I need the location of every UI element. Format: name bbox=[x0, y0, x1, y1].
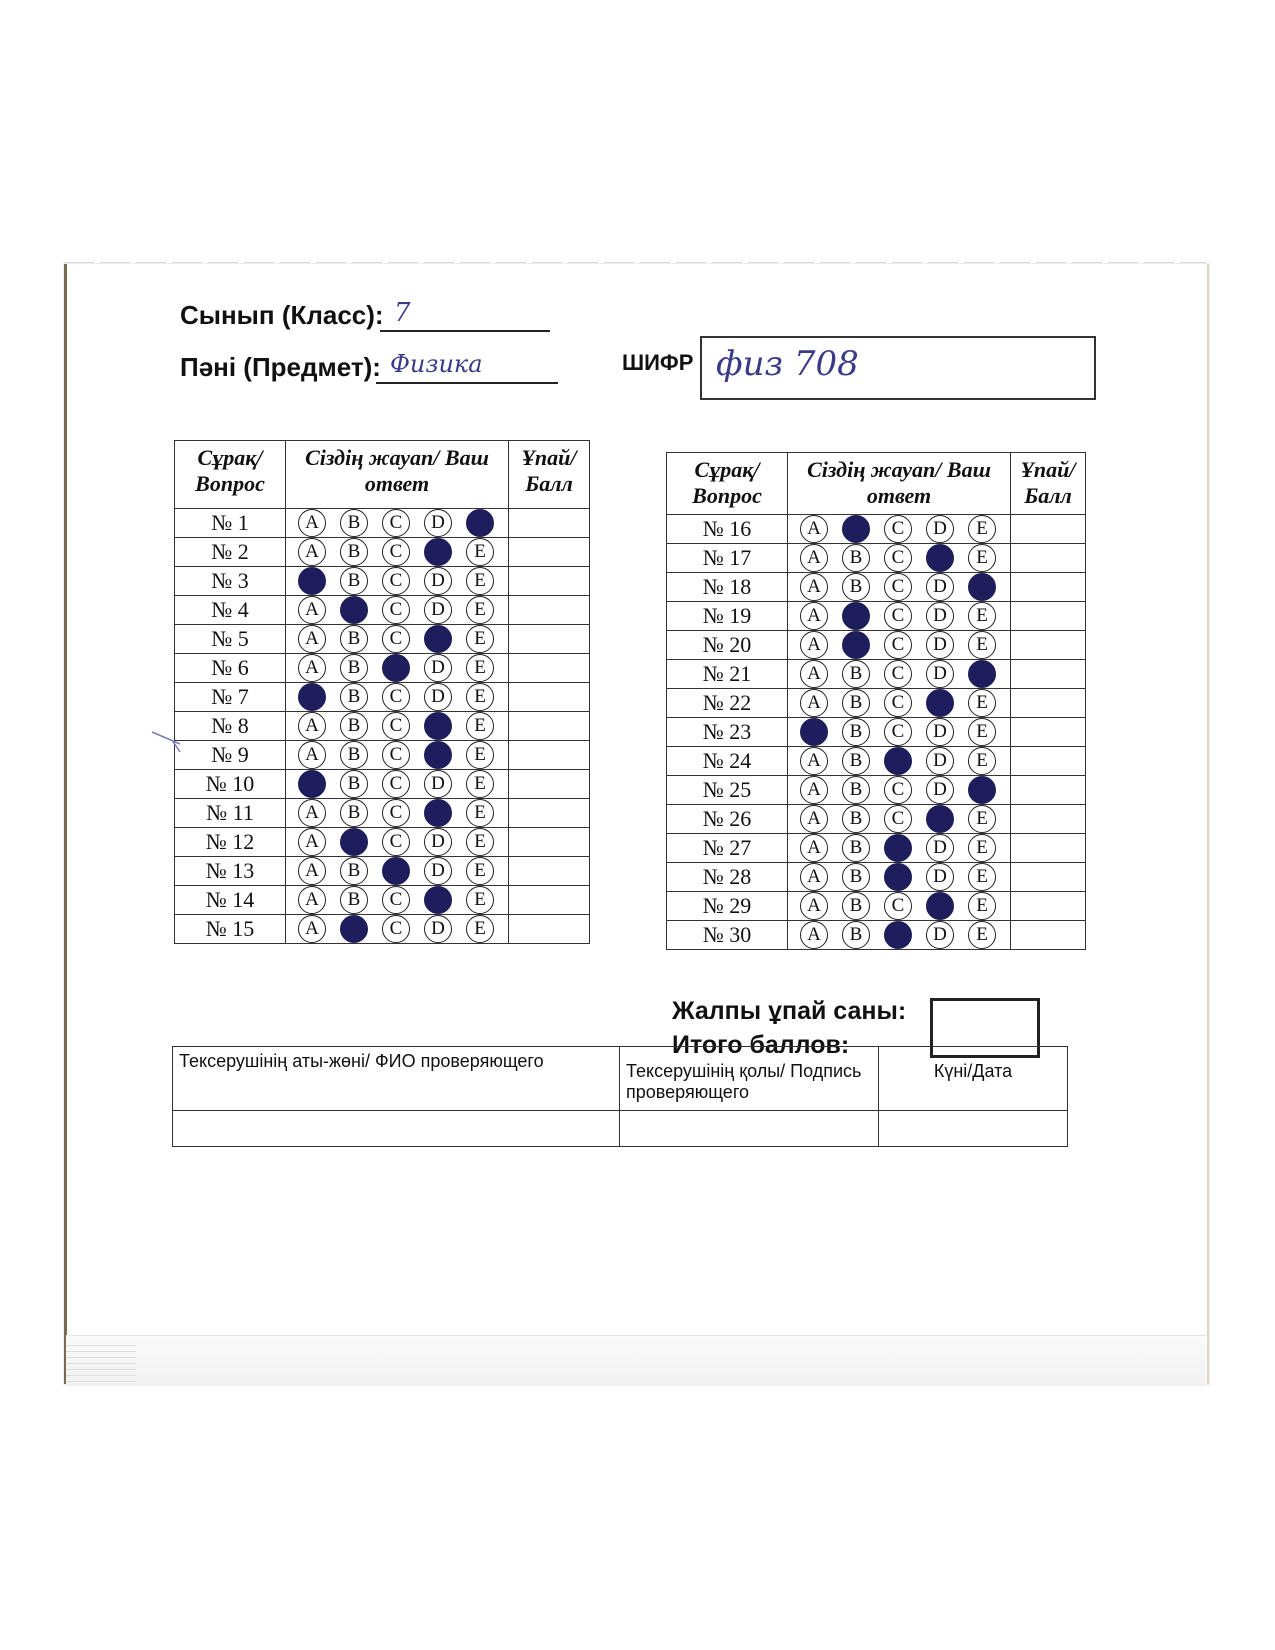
question-row bbox=[667, 544, 1086, 573]
option-bubble-d[interactable]: D bbox=[926, 834, 954, 862]
answer-bubbles bbox=[286, 915, 509, 944]
score-cell[interactable] bbox=[509, 654, 590, 683]
score-cell[interactable] bbox=[1011, 805, 1086, 834]
option-bubble-b[interactable]: B bbox=[842, 834, 870, 862]
reviewer-table bbox=[172, 1046, 1068, 1147]
reviewer-name-field[interactable] bbox=[173, 1111, 620, 1147]
option-bubble-a[interactable]: A bbox=[800, 776, 828, 804]
option-bubble-b[interactable]: B bbox=[842, 805, 870, 833]
score-cell[interactable] bbox=[509, 770, 590, 799]
subject-underline bbox=[376, 382, 558, 384]
question-row bbox=[667, 747, 1086, 776]
answer-bubbles bbox=[286, 509, 509, 538]
option-bubble-d[interactable]: D bbox=[424, 683, 452, 711]
date-field[interactable] bbox=[879, 1111, 1068, 1147]
score-cell[interactable] bbox=[1011, 863, 1086, 892]
option-bubble-e[interactable]: E bbox=[466, 683, 494, 711]
score-cell[interactable] bbox=[1011, 776, 1086, 805]
question-number: № 11 bbox=[175, 799, 286, 828]
question-number: № 29 bbox=[667, 892, 788, 921]
answer-bubbles bbox=[788, 776, 1011, 805]
option-bubble-e[interactable] bbox=[968, 776, 996, 804]
answer-bubbles bbox=[788, 573, 1011, 602]
score-cell[interactable] bbox=[1011, 602, 1086, 631]
option-bubble-d[interactable]: D bbox=[926, 747, 954, 775]
cipher-value: физ 708 bbox=[716, 344, 859, 384]
question-row bbox=[175, 683, 590, 712]
question-number: № 10 bbox=[175, 770, 286, 799]
question-row bbox=[175, 509, 590, 538]
score-cell[interactable] bbox=[1011, 660, 1086, 689]
option-bubble-b[interactable]: B bbox=[340, 741, 368, 769]
question-row bbox=[175, 770, 590, 799]
score-cell[interactable] bbox=[1011, 544, 1086, 573]
option-bubble-b[interactable]: B bbox=[842, 892, 870, 920]
option-bubble-d[interactable]: D bbox=[926, 631, 954, 659]
subject-value[interactable]: Физика bbox=[390, 350, 483, 378]
option-bubble-e[interactable]: E bbox=[466, 538, 494, 566]
option-bubble-c[interactable]: C bbox=[382, 625, 410, 653]
option-bubble-e[interactable]: E bbox=[466, 741, 494, 769]
option-bubble-e[interactable]: E bbox=[466, 712, 494, 740]
question-row bbox=[175, 828, 590, 857]
option-bubble-a[interactable]: A bbox=[298, 857, 326, 885]
option-bubble-d[interactable] bbox=[424, 712, 452, 740]
option-bubble-b[interactable]: B bbox=[842, 747, 870, 775]
answer-bubbles bbox=[788, 515, 1011, 544]
option-bubble-d[interactable]: D bbox=[926, 515, 954, 543]
answer-header: Сіздің жауап/ Ваш ответ bbox=[788, 453, 1011, 515]
option-bubble-a[interactable]: A bbox=[298, 828, 326, 856]
answer-bubbles bbox=[286, 567, 509, 596]
option-bubble-d[interactable]: D bbox=[926, 921, 954, 949]
class-value[interactable]: 7 bbox=[394, 298, 411, 328]
option-bubble-d[interactable]: D bbox=[926, 573, 954, 601]
question-number: № 23 bbox=[667, 718, 788, 747]
option-bubble-a[interactable]: A bbox=[800, 515, 828, 543]
score-cell[interactable] bbox=[509, 567, 590, 596]
option-bubble-a[interactable]: A bbox=[800, 573, 828, 601]
question-row bbox=[175, 857, 590, 886]
option-bubble-c[interactable]: C bbox=[884, 689, 912, 717]
score-cell[interactable] bbox=[509, 683, 590, 712]
option-bubble-a[interactable]: A bbox=[800, 747, 828, 775]
class-underline bbox=[380, 330, 550, 332]
option-bubble-b[interactable] bbox=[340, 596, 368, 624]
option-bubble-b[interactable]: B bbox=[842, 660, 870, 688]
score-cell[interactable] bbox=[1011, 892, 1086, 921]
option-bubble-e[interactable]: E bbox=[968, 602, 996, 630]
option-bubble-e[interactable] bbox=[968, 573, 996, 601]
option-bubble-c[interactable] bbox=[884, 834, 912, 862]
question-row bbox=[667, 805, 1086, 834]
question-row bbox=[175, 799, 590, 828]
question-number: № 19 bbox=[667, 602, 788, 631]
answer-bubbles bbox=[286, 538, 509, 567]
option-bubble-b[interactable]: B bbox=[340, 654, 368, 682]
question-number: № 21 bbox=[667, 660, 788, 689]
option-bubble-c[interactable]: C bbox=[382, 799, 410, 827]
total-score-label-kz: Жалпы ұпай саны: bbox=[672, 997, 907, 1025]
question-number: № 13 bbox=[175, 857, 286, 886]
score-cell[interactable] bbox=[509, 886, 590, 915]
option-bubble-c[interactable]: C bbox=[884, 602, 912, 630]
question-row bbox=[175, 712, 590, 741]
option-bubble-a[interactable]: A bbox=[298, 538, 326, 566]
answer-bubbles bbox=[286, 799, 509, 828]
answer-header: Сіздің жауап/ Ваш ответ bbox=[286, 441, 509, 509]
option-bubble-a[interactable]: A bbox=[800, 689, 828, 717]
question-number: № 5 bbox=[175, 625, 286, 654]
score-cell[interactable] bbox=[509, 538, 590, 567]
option-bubble-c[interactable]: C bbox=[884, 776, 912, 804]
question-row bbox=[667, 892, 1086, 921]
question-row bbox=[667, 834, 1086, 863]
question-number: № 24 bbox=[667, 747, 788, 776]
option-bubble-a[interactable] bbox=[298, 770, 326, 798]
option-bubble-a[interactable]: A bbox=[298, 654, 326, 682]
subject-label: Пәні (Предмет): bbox=[180, 352, 381, 382]
option-bubble-b[interactable] bbox=[842, 631, 870, 659]
option-bubble-d[interactable] bbox=[424, 799, 452, 827]
answer-bubbles bbox=[788, 921, 1011, 950]
option-bubble-c[interactable]: C bbox=[382, 538, 410, 566]
option-bubble-a[interactable]: A bbox=[298, 509, 326, 537]
reviewer-signature-header: Тексерушінің қолы/ Подпись проверяющего bbox=[620, 1047, 879, 1111]
answer-bubbles bbox=[286, 683, 509, 712]
option-bubble-e[interactable]: E bbox=[968, 544, 996, 572]
answer-bubbles bbox=[788, 892, 1011, 921]
date-header: Күні/Дата bbox=[879, 1047, 1068, 1111]
question-header: Сұрақ/ Вопрос bbox=[667, 453, 788, 515]
question-row bbox=[667, 689, 1086, 718]
question-number: № 2 bbox=[175, 538, 286, 567]
answer-bubbles bbox=[788, 602, 1011, 631]
option-bubble-d[interactable] bbox=[424, 886, 452, 914]
question-number: № 4 bbox=[175, 596, 286, 625]
score-cell[interactable] bbox=[509, 857, 590, 886]
answer-bubbles bbox=[286, 886, 509, 915]
option-bubble-c[interactable]: C bbox=[884, 892, 912, 920]
reviewer-signature-field[interactable] bbox=[620, 1111, 879, 1147]
option-bubble-b[interactable]: B bbox=[842, 776, 870, 804]
score-cell[interactable] bbox=[509, 596, 590, 625]
answer-bubbles bbox=[788, 544, 1011, 573]
option-bubble-d[interactable]: D bbox=[926, 863, 954, 891]
option-bubble-b[interactable]: B bbox=[340, 567, 368, 595]
answer-bubbles bbox=[286, 741, 509, 770]
option-bubble-b[interactable]: B bbox=[340, 770, 368, 798]
option-bubble-c[interactable]: C bbox=[884, 718, 912, 746]
option-bubble-a[interactable]: A bbox=[800, 805, 828, 833]
option-bubble-d[interactable] bbox=[926, 805, 954, 833]
option-bubble-e[interactable] bbox=[968, 660, 996, 688]
option-bubble-a[interactable]: A bbox=[298, 799, 326, 827]
option-bubble-b[interactable]: B bbox=[842, 573, 870, 601]
question-number: № 3 bbox=[175, 567, 286, 596]
option-bubble-b[interactable]: B bbox=[842, 718, 870, 746]
option-bubble-d[interactable] bbox=[424, 538, 452, 566]
option-bubble-e[interactable]: E bbox=[968, 631, 996, 659]
option-bubble-b[interactable]: B bbox=[842, 689, 870, 717]
option-bubble-c[interactable]: C bbox=[884, 573, 912, 601]
option-bubble-e[interactable]: E bbox=[466, 567, 494, 595]
option-bubble-b[interactable]: B bbox=[842, 921, 870, 949]
question-number: № 27 bbox=[667, 834, 788, 863]
score-cell[interactable] bbox=[1011, 689, 1086, 718]
option-bubble-e[interactable]: E bbox=[466, 654, 494, 682]
option-bubble-b[interactable]: B bbox=[340, 509, 368, 537]
question-number: № 28 bbox=[667, 863, 788, 892]
score-cell[interactable] bbox=[1011, 573, 1086, 602]
option-bubble-c[interactable]: C bbox=[884, 544, 912, 572]
answer-bubbles bbox=[788, 747, 1011, 776]
sheet-bottom-edge bbox=[66, 1335, 1206, 1386]
option-bubble-d[interactable]: D bbox=[424, 654, 452, 682]
cipher-field[interactable] bbox=[700, 336, 1096, 400]
answer-bubbles bbox=[788, 863, 1011, 892]
question-row bbox=[175, 886, 590, 915]
option-bubble-a[interactable]: A bbox=[298, 915, 326, 943]
option-bubble-b[interactable]: B bbox=[340, 538, 368, 566]
score-cell[interactable] bbox=[1011, 718, 1086, 747]
question-number: № 7 bbox=[175, 683, 286, 712]
option-bubble-e[interactable]: E bbox=[466, 886, 494, 914]
option-bubble-e[interactable]: E bbox=[466, 596, 494, 624]
option-bubble-b[interactable]: B bbox=[340, 712, 368, 740]
option-bubble-d[interactable] bbox=[424, 741, 452, 769]
option-bubble-c[interactable]: C bbox=[382, 886, 410, 914]
answer-bubbles bbox=[788, 805, 1011, 834]
question-row bbox=[175, 596, 590, 625]
score-cell[interactable] bbox=[509, 509, 590, 538]
option-bubble-b[interactable]: B bbox=[340, 886, 368, 914]
question-row bbox=[175, 915, 590, 944]
option-bubble-b[interactable]: B bbox=[340, 625, 368, 653]
option-bubble-c[interactable]: C bbox=[382, 915, 410, 943]
question-row bbox=[667, 776, 1086, 805]
answer-bubbles bbox=[286, 596, 509, 625]
option-bubble-e[interactable]: E bbox=[968, 805, 996, 833]
option-bubble-d[interactable]: D bbox=[424, 567, 452, 595]
score-cell[interactable] bbox=[1011, 631, 1086, 660]
option-bubble-c[interactable] bbox=[382, 654, 410, 682]
option-bubble-a[interactable]: A bbox=[800, 834, 828, 862]
option-bubble-c[interactable]: C bbox=[382, 741, 410, 769]
option-bubble-b[interactable] bbox=[842, 602, 870, 630]
option-bubble-c[interactable]: C bbox=[382, 828, 410, 856]
question-number: № 14 bbox=[175, 886, 286, 915]
option-bubble-c[interactable]: C bbox=[382, 596, 410, 624]
score-cell[interactable] bbox=[509, 741, 590, 770]
question-row bbox=[667, 863, 1086, 892]
option-bubble-c[interactable]: C bbox=[382, 567, 410, 595]
score-header: Ұпай/ Балл bbox=[1011, 453, 1086, 515]
total-score-label-ru: Итого баллов: bbox=[672, 1031, 850, 1059]
option-bubble-c[interactable]: C bbox=[382, 509, 410, 537]
question-number: № 1 bbox=[175, 509, 286, 538]
option-bubble-d[interactable] bbox=[424, 625, 452, 653]
question-row bbox=[667, 573, 1086, 602]
option-bubble-c[interactable] bbox=[382, 857, 410, 885]
question-number: № 20 bbox=[667, 631, 788, 660]
option-bubble-d[interactable]: D bbox=[926, 776, 954, 804]
option-bubble-c[interactable] bbox=[884, 747, 912, 775]
class-label: Сынып (Класс): bbox=[180, 300, 384, 330]
option-bubble-d[interactable]: D bbox=[926, 660, 954, 688]
answer-bubbles bbox=[788, 718, 1011, 747]
question-row bbox=[667, 718, 1086, 747]
question-number: № 26 bbox=[667, 805, 788, 834]
score-header: Ұпай/ Балл bbox=[509, 441, 590, 509]
question-number: № 22 bbox=[667, 689, 788, 718]
option-bubble-a[interactable]: A bbox=[800, 631, 828, 659]
answer-bubbles bbox=[286, 828, 509, 857]
score-cell[interactable] bbox=[1011, 921, 1086, 950]
question-number: № 16 bbox=[667, 515, 788, 544]
option-bubble-a[interactable]: A bbox=[800, 544, 828, 572]
option-bubble-e[interactable]: E bbox=[466, 828, 494, 856]
option-bubble-c[interactable]: C bbox=[884, 805, 912, 833]
score-cell[interactable] bbox=[1011, 834, 1086, 863]
option-bubble-e[interactable]: E bbox=[466, 799, 494, 827]
option-bubble-e[interactable]: E bbox=[968, 747, 996, 775]
answer-bubbles bbox=[286, 770, 509, 799]
option-bubble-e[interactable]: E bbox=[466, 770, 494, 798]
score-cell[interactable] bbox=[509, 625, 590, 654]
question-number: № 9 bbox=[175, 741, 286, 770]
option-bubble-c[interactable]: C bbox=[382, 770, 410, 798]
question-row bbox=[667, 631, 1086, 660]
score-cell[interactable] bbox=[1011, 747, 1086, 776]
cipher-label: ШИФР bbox=[622, 350, 694, 375]
option-bubble-d[interactable]: D bbox=[424, 915, 452, 943]
question-number: № 12 bbox=[175, 828, 286, 857]
option-bubble-c[interactable]: C bbox=[884, 515, 912, 543]
option-bubble-b[interactable] bbox=[842, 515, 870, 543]
option-bubble-d[interactable]: D bbox=[424, 828, 452, 856]
question-number: № 25 bbox=[667, 776, 788, 805]
score-cell[interactable] bbox=[509, 799, 590, 828]
option-bubble-b[interactable]: B bbox=[340, 799, 368, 827]
answer-bubbles bbox=[788, 631, 1011, 660]
option-bubble-a[interactable]: A bbox=[800, 892, 828, 920]
pen-mark bbox=[150, 730, 190, 756]
question-row bbox=[667, 660, 1086, 689]
score-cell[interactable] bbox=[509, 915, 590, 944]
question-row bbox=[175, 567, 590, 596]
answer-bubbles bbox=[788, 689, 1011, 718]
option-bubble-d[interactable]: D bbox=[926, 602, 954, 630]
option-bubble-c[interactable]: C bbox=[382, 683, 410, 711]
question-header: Сұрақ/ Вопрос bbox=[175, 441, 286, 509]
question-row bbox=[175, 625, 590, 654]
option-bubble-d[interactable] bbox=[926, 892, 954, 920]
question-row bbox=[667, 921, 1086, 950]
option-bubble-e[interactable] bbox=[466, 509, 494, 537]
answer-bubbles bbox=[788, 834, 1011, 863]
answer-bubbles bbox=[286, 625, 509, 654]
option-bubble-a[interactable]: A bbox=[298, 625, 326, 653]
option-bubble-a[interactable]: A bbox=[298, 741, 326, 769]
option-bubble-e[interactable]: E bbox=[968, 515, 996, 543]
score-cell[interactable] bbox=[509, 712, 590, 741]
option-bubble-e[interactable]: E bbox=[968, 718, 996, 746]
answer-bubbles bbox=[286, 654, 509, 683]
question-number: № 8 bbox=[175, 712, 286, 741]
option-bubble-d[interactable]: D bbox=[424, 509, 452, 537]
option-bubble-e[interactable]: E bbox=[466, 915, 494, 943]
option-bubble-a[interactable]: A bbox=[298, 712, 326, 740]
question-row bbox=[175, 538, 590, 567]
option-bubble-a[interactable]: A bbox=[298, 886, 326, 914]
question-row bbox=[175, 741, 590, 770]
option-bubble-a[interactable]: A bbox=[298, 596, 326, 624]
option-bubble-a[interactable]: A bbox=[800, 921, 828, 949]
option-bubble-e[interactable]: E bbox=[968, 834, 996, 862]
answer-table-right bbox=[666, 452, 1086, 950]
option-bubble-a[interactable]: A bbox=[800, 602, 828, 630]
score-cell[interactable] bbox=[1011, 515, 1086, 544]
option-bubble-a[interactable]: A bbox=[800, 863, 828, 891]
answer-bubbles bbox=[788, 660, 1011, 689]
option-bubble-a[interactable] bbox=[298, 567, 326, 595]
option-bubble-c[interactable]: C bbox=[884, 660, 912, 688]
answer-bubbles bbox=[286, 857, 509, 886]
reviewer-name-header: Тексерушінің аты-жөні/ ФИО проверяющего bbox=[173, 1047, 620, 1111]
question-number: № 18 bbox=[667, 573, 788, 602]
stacked-pages-edge bbox=[66, 1342, 136, 1382]
option-bubble-e[interactable]: E bbox=[968, 863, 996, 891]
answer-table-left bbox=[174, 440, 590, 944]
option-bubble-b[interactable]: B bbox=[842, 544, 870, 572]
option-bubble-e[interactable]: E bbox=[968, 892, 996, 920]
question-row bbox=[175, 654, 590, 683]
option-bubble-c[interactable]: C bbox=[884, 631, 912, 659]
option-bubble-d[interactable] bbox=[926, 689, 954, 717]
option-bubble-c[interactable] bbox=[884, 921, 912, 949]
option-bubble-b[interactable]: B bbox=[340, 683, 368, 711]
option-bubble-a[interactable] bbox=[800, 718, 828, 746]
option-bubble-d[interactable]: D bbox=[424, 857, 452, 885]
answer-bubbles bbox=[286, 712, 509, 741]
score-cell[interactable] bbox=[509, 828, 590, 857]
option-bubble-d[interactable] bbox=[926, 544, 954, 572]
option-bubble-a[interactable] bbox=[298, 683, 326, 711]
question-number: № 6 bbox=[175, 654, 286, 683]
option-bubble-c[interactable] bbox=[884, 863, 912, 891]
option-bubble-a[interactable]: A bbox=[800, 660, 828, 688]
option-bubble-b[interactable] bbox=[340, 915, 368, 943]
option-bubble-e[interactable]: E bbox=[466, 857, 494, 885]
question-number: № 17 bbox=[667, 544, 788, 573]
option-bubble-e[interactable]: E bbox=[466, 625, 494, 653]
option-bubble-d[interactable]: D bbox=[424, 596, 452, 624]
option-bubble-b[interactable]: B bbox=[842, 863, 870, 891]
question-row bbox=[667, 515, 1086, 544]
option-bubble-d[interactable]: D bbox=[926, 718, 954, 746]
option-bubble-b[interactable]: B bbox=[340, 857, 368, 885]
question-number: № 30 bbox=[667, 921, 788, 950]
option-bubble-e[interactable]: E bbox=[968, 921, 996, 949]
option-bubble-b[interactable] bbox=[340, 828, 368, 856]
question-number: № 15 bbox=[175, 915, 286, 944]
question-row bbox=[667, 602, 1086, 631]
option-bubble-d[interactable]: D bbox=[424, 770, 452, 798]
option-bubble-e[interactable]: E bbox=[968, 689, 996, 717]
option-bubble-c[interactable]: C bbox=[382, 712, 410, 740]
